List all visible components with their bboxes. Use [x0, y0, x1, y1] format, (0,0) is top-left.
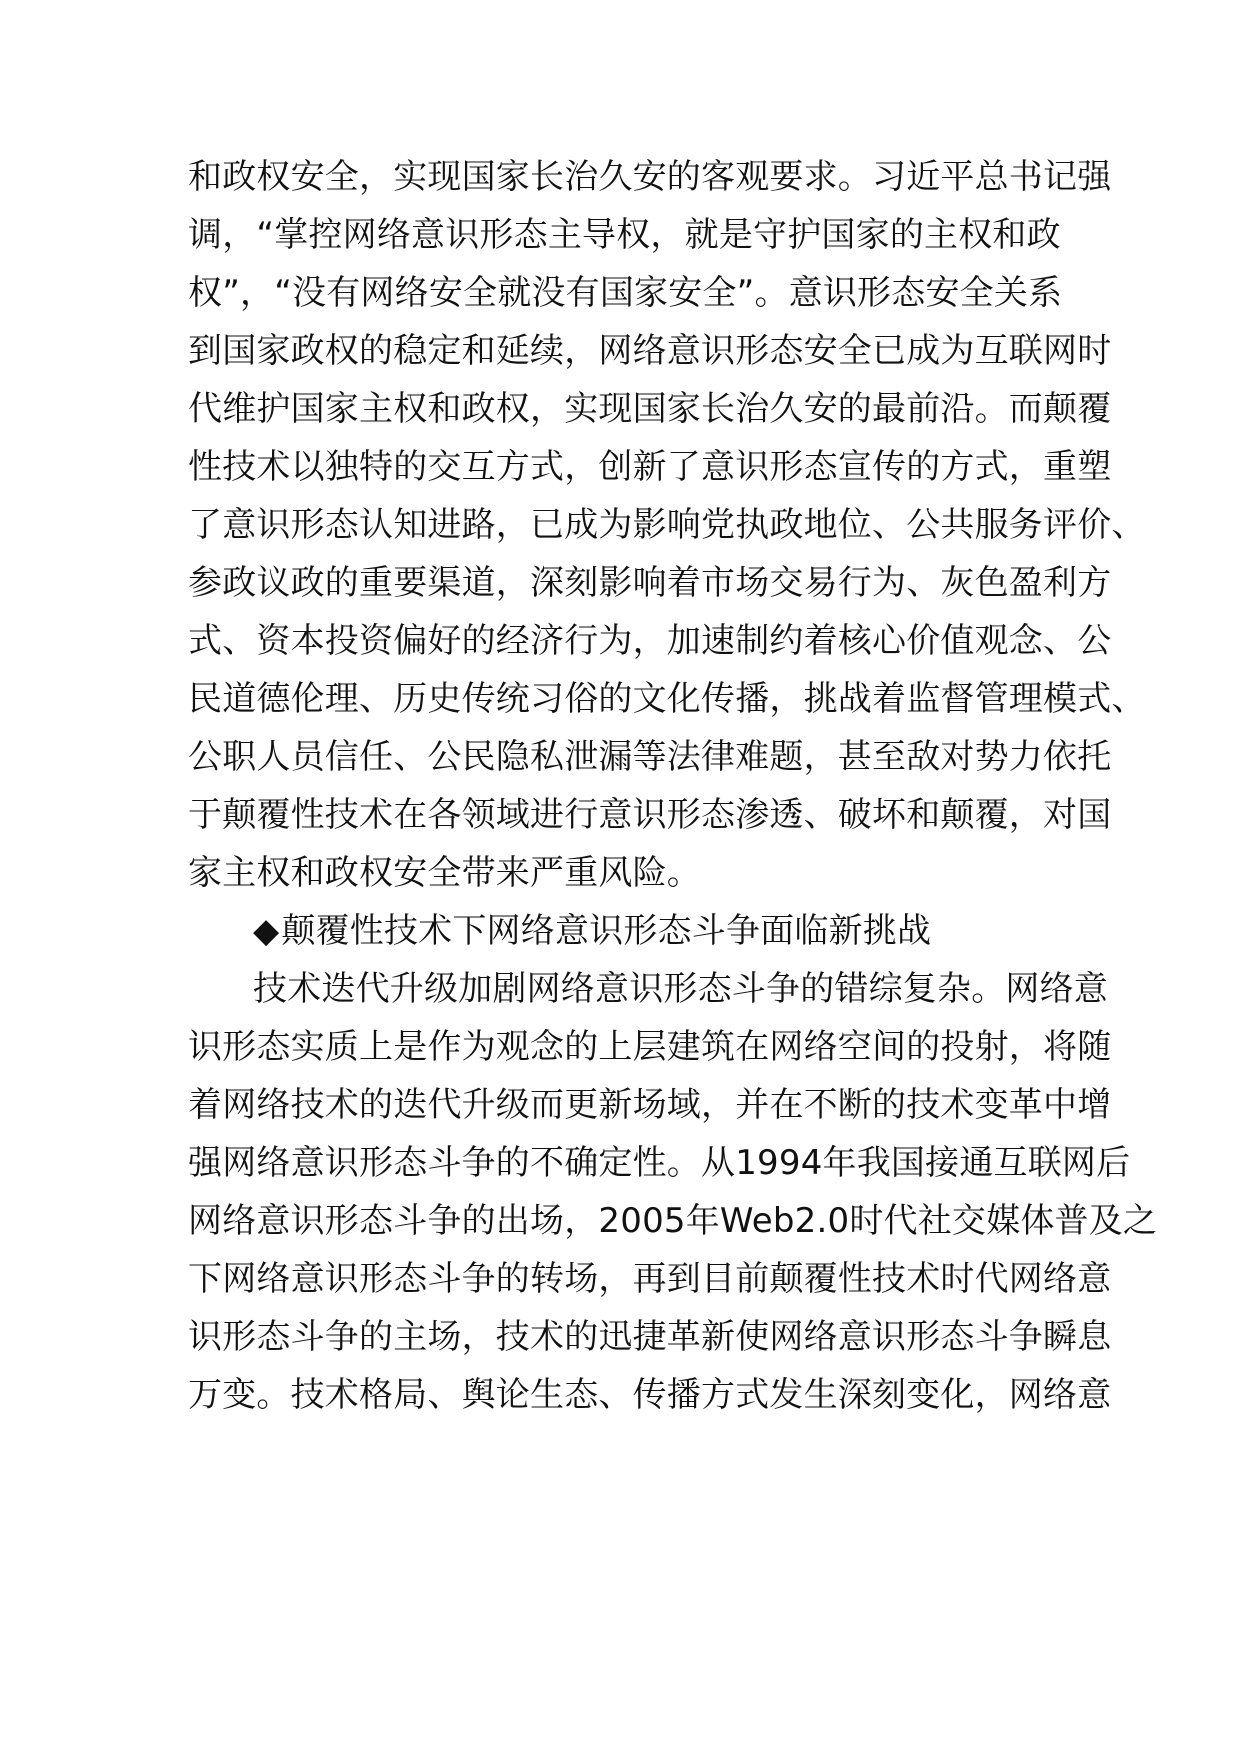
- paragraph-1-line-10: 民道德伦理、历史传统习俗的文化传播，挑战着监督管理模式、: [188, 679, 1146, 719]
- paragraph-1-line-9: 式、资本投资偏好的经济行为，加速制约着核心价值观念、公: [188, 621, 1112, 661]
- paragraph-2-line-1: 技术迭代升级加剧网络意识形态斗争的错综复杂。网络意: [253, 969, 1108, 1009]
- paragraph-2-line-6: 下网络意识形态斗争的转场，再到目前颠覆性技术时代网络意: [188, 1259, 1112, 1299]
- paragraph-2-line-4: 强网络意识形态斗争的不确定性。从1994年我国接通互联网后: [188, 1143, 1131, 1183]
- paragraph-1-line-8: 参政议政的重要渠道，深刻影响着市场交易行为、灰色盈利方: [188, 563, 1112, 603]
- paragraph-1-line-7: 了意识形态认知进路，已成为影响党执政地位、公共服务评价、: [188, 505, 1146, 545]
- section-heading: [253, 899, 1133, 963]
- paragraph-2-line-7: 识形态斗争的主场，技术的迅捷革新使网络意识形态斗争瞬息: [188, 1317, 1112, 1357]
- section-heading-text: 颠覆性技术下网络意识形态斗争面临新挑战: [281, 911, 932, 951]
- paragraph-1-line-3: 权”，“没有网络安全就没有国家安全”。意识形态安全关系: [188, 273, 1063, 313]
- paragraph-2-line-2: 识形态实质上是作为观念的上层建筑在网络空间的投射，将随: [188, 1027, 1112, 1067]
- paragraph-1-line-6: 性技术以独特的交互方式，创新了意识形态宣传的方式，重塑: [188, 447, 1112, 487]
- paragraph-2-line-5: 网络意识形态斗争的出场，2005年Web2.0时代社交媒体普及之: [188, 1201, 1158, 1241]
- paragraph-1-line-13: 家主权和政权安全带来严重风险。: [188, 853, 701, 893]
- paragraph-2-line-3: 着网络技术的迭代升级而更新场域，并在不断的技术变革中增: [188, 1085, 1112, 1125]
- paragraph-1-line-2: 调，“掌控网络意识形态主导权，就是守护国家的主权和政: [188, 215, 1061, 255]
- diamond-bullet-icon: ◆: [253, 911, 280, 951]
- paragraph-1-line-1: 和政权安全，实现国家长治久安的客观要求。习近平总书记强: [188, 157, 1112, 197]
- paragraph-2-line-8: 万变。技术格局、舆论生态、传播方式发生深刻变化，网络意: [188, 1375, 1112, 1415]
- paragraph-1-line-12: 于颠覆性技术在各领域进行意识形态渗透、破坏和颠覆，对国: [188, 795, 1112, 835]
- paragraph-1-line-4: 到国家政权的稳定和延续，网络意识形态安全已成为互联网时: [188, 331, 1112, 371]
- paragraph-1-line-5: 代维护国家主权和政权，实现国家长治久安的最前沿。而颠覆: [188, 389, 1112, 429]
- paragraph-1-line-11: 公职人员信任、公民隐私泄漏等法律难题，甚至敌对势力依托: [188, 737, 1112, 777]
